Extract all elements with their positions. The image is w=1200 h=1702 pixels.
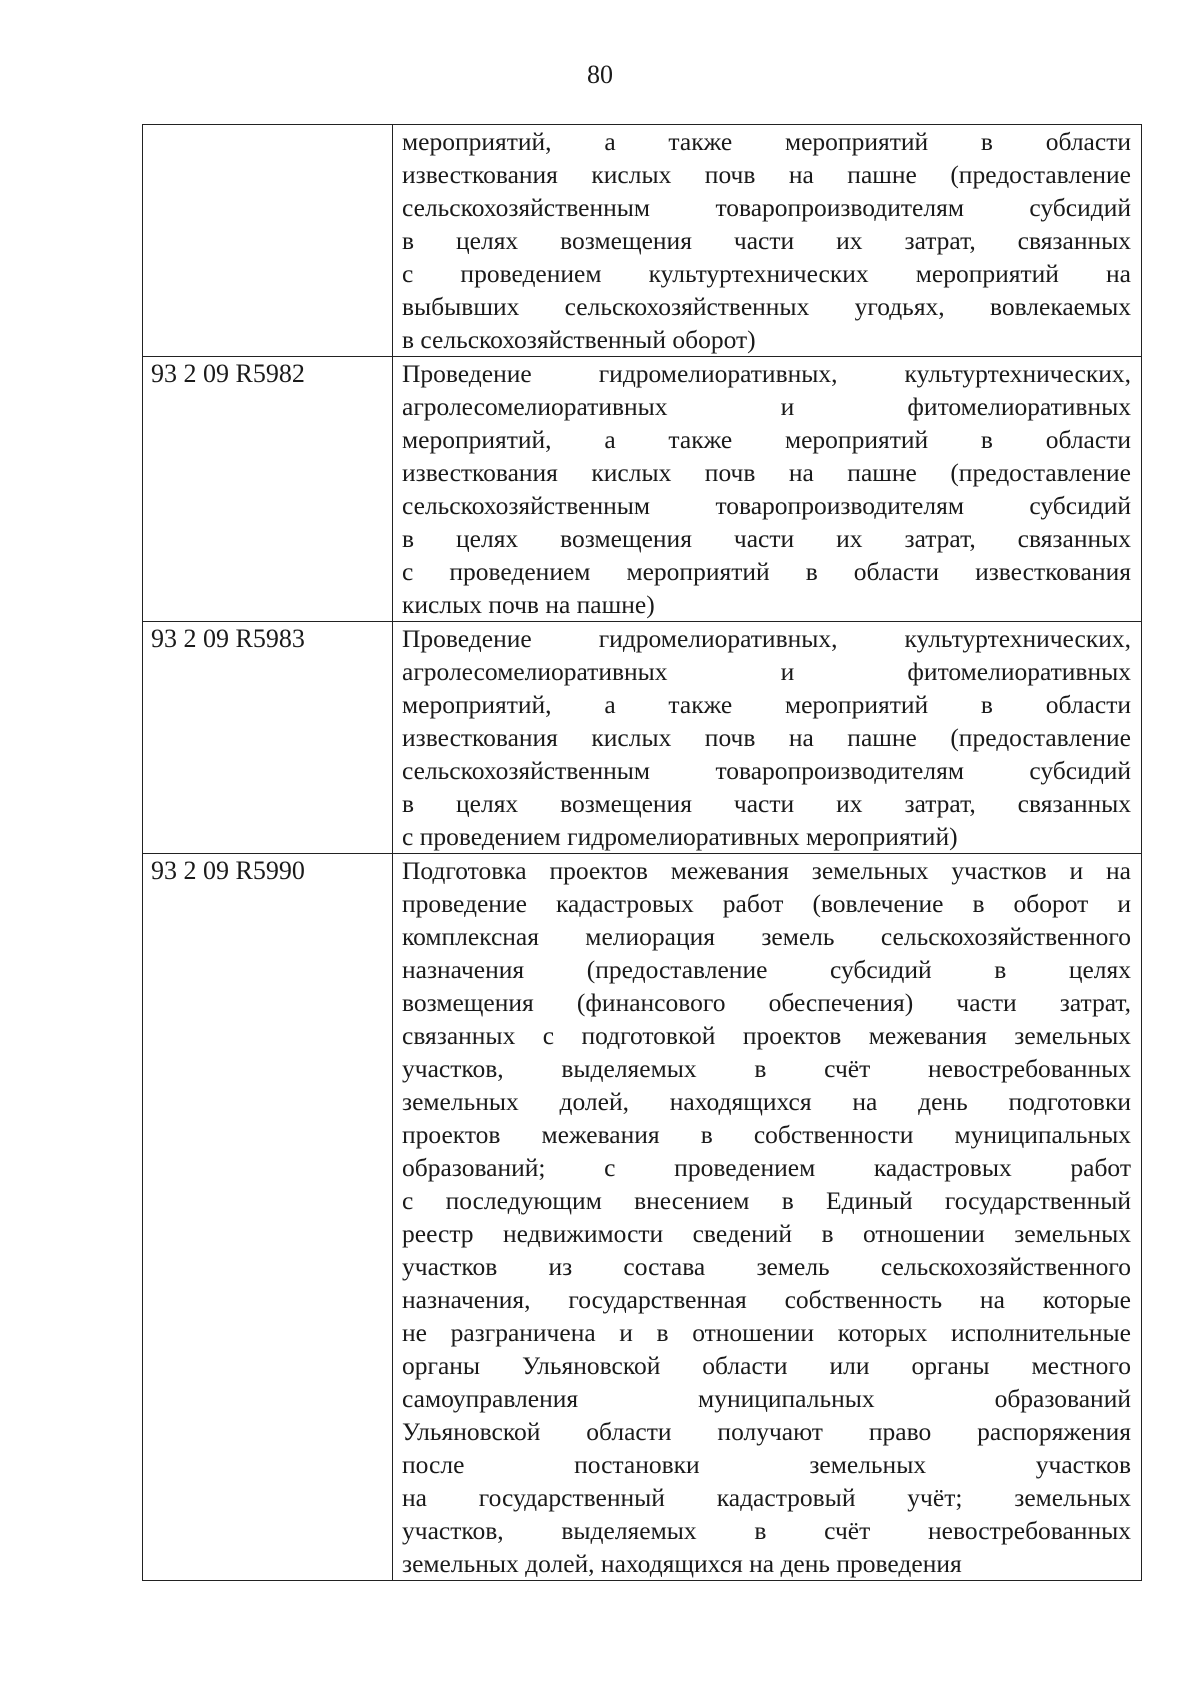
table-row [143, 622, 1142, 854]
description-line: в целях возмещения части их затрат, связанных [402, 789, 1131, 818]
description-line: известкования кислых почв на пашне (предоставление [402, 160, 1131, 189]
description-line: сельскохозяйственным товаропроизводителям субсидий [402, 756, 1131, 785]
description-line: комплексная мелиорация земель сельскохозяйственного [402, 922, 1131, 951]
description-cell [393, 125, 1142, 357]
description-line: в целях возмещения части их затрат, связанных [402, 226, 1131, 255]
description-line: мероприятий, а также мероприятий в области [402, 425, 1131, 454]
description-line: проектов межевания в собственности муниципальных [402, 1120, 1131, 1149]
description-line: агролесомелиоративных и фитомелиоративных [402, 657, 1131, 686]
description-line: самоуправления муниципальных образований [402, 1384, 1131, 1413]
page-number: 80 [587, 60, 613, 89]
description-line: не разграничена и в отношении которых исполнительные [402, 1318, 1131, 1347]
description-line: с проведением мероприятий в области известкования [402, 557, 1131, 586]
description-line: с проведением культуртехнических мероприятий на [402, 259, 1131, 288]
description-line: реестр недвижимости сведений в отношении земельных [402, 1219, 1131, 1248]
code-cell [143, 125, 393, 357]
code-cell: 93 2 09 R5990 [143, 854, 393, 1581]
description-line: в сельскохозяйственный оборот) [402, 325, 756, 354]
description-cell [393, 357, 1142, 622]
description-line: земельных долей, находящихся на день проведения [402, 1549, 962, 1578]
description-line: выбывших сельскохозяйственных угодьях, вовлекаемых [402, 292, 1131, 321]
description-line: агролесомелиоративных и фитомелиоративных [402, 392, 1131, 421]
table-row [143, 125, 1142, 357]
description-line: известкования кислых почв на пашне (предоставление [402, 723, 1131, 752]
description-line: связанных с подготовкой проектов межевания земельных [402, 1021, 1131, 1050]
description-line: назначения (предоставление субсидий в целях [402, 955, 1131, 984]
description-line: на государственный кадастровый учёт; земельных [402, 1483, 1131, 1512]
table-row [143, 357, 1142, 622]
description-line: с последующим внесением в Единый государственный [402, 1186, 1131, 1215]
description-line: мероприятий, а также мероприятий в области [402, 690, 1131, 719]
description-cell [393, 854, 1142, 1581]
description-line: земельных долей, находящихся на день подготовки [402, 1087, 1131, 1116]
description-line: образований; с проведением кадастровых работ [402, 1153, 1131, 1182]
description-line: проведение кадастровых работ (вовлечение в оборот и [402, 889, 1131, 918]
description-line: кислых почв на пашне) [402, 590, 655, 619]
description-line: Ульяновской области получают право распоряжения [402, 1417, 1131, 1446]
description-line: мероприятий, а также мероприятий в области [402, 127, 1131, 156]
description-line: после постановки земельных участков [402, 1450, 1131, 1479]
description-line: сельскохозяйственным товаропроизводителям субсидий [402, 491, 1131, 520]
description-line: Проведение гидромелиоративных, культуртехнических, [402, 624, 1131, 653]
table-row [143, 854, 1142, 1581]
description-line: Проведение гидромелиоративных, культуртехнических, [402, 359, 1131, 388]
description-line: участков, выделяемых в счёт невостребованных [402, 1054, 1131, 1083]
code-cell: 93 2 09 R5982 [143, 357, 393, 622]
description-line: в целях возмещения части их затрат, связанных [402, 524, 1131, 553]
description-line: известкования кислых почв на пашне (предоставление [402, 458, 1131, 487]
description-line: сельскохозяйственным товаропроизводителям субсидий [402, 193, 1131, 222]
budget-classification-table [142, 124, 1142, 1581]
description-line: с проведением гидромелиоративных мероприятий) [402, 822, 958, 851]
description-line: органы Ульяновской области или органы местного [402, 1351, 1131, 1380]
code-cell: 93 2 09 R5983 [143, 622, 393, 854]
description-line: возмещения (финансового обеспечения) части затрат, [402, 988, 1131, 1017]
description-line: участков, выделяемых в счёт невостребованных [402, 1516, 1131, 1545]
description-line: участков из состава земель сельскохозяйственного [402, 1252, 1131, 1281]
description-cell [393, 622, 1142, 854]
description-line: назначения, государственная собственность на которые [402, 1285, 1131, 1314]
description-line: Подготовка проектов межевания земельных участков и на [402, 856, 1131, 885]
